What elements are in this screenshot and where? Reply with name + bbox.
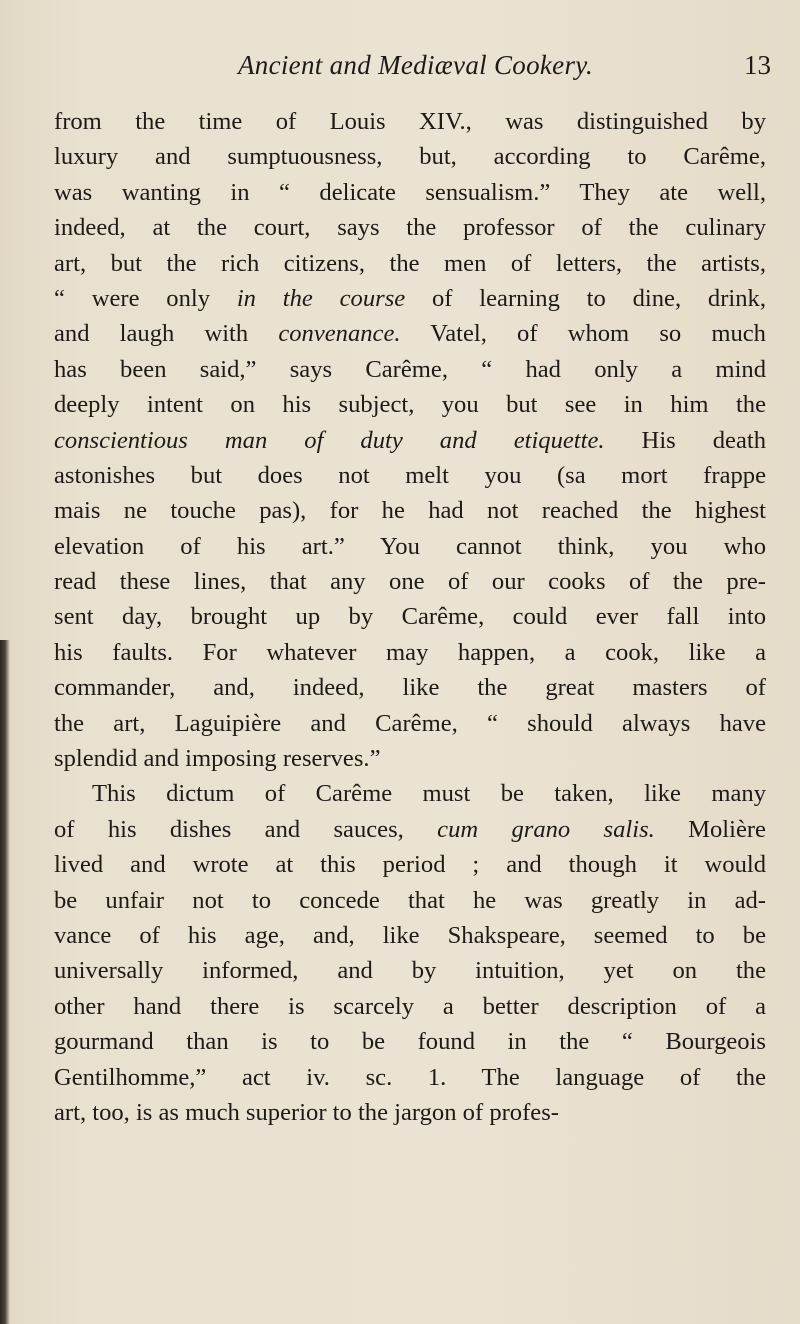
italic-text: conscientious man of duty and etiquette. bbox=[54, 426, 605, 454]
binding-shadow bbox=[0, 640, 10, 1324]
text-line bbox=[54, 706, 766, 741]
text-line bbox=[54, 210, 766, 245]
text-line bbox=[54, 883, 766, 918]
text-line bbox=[54, 741, 766, 776]
text-line bbox=[54, 175, 766, 210]
text-line bbox=[54, 529, 766, 564]
body-text bbox=[54, 104, 766, 1130]
running-title: Ancient and Mediæval Cookery. bbox=[238, 50, 594, 80]
text-line bbox=[54, 423, 766, 458]
text-line bbox=[54, 1024, 766, 1059]
text-run: his faults. For whatever may happen, a cook, like a bbox=[54, 638, 766, 666]
text-run: gourmand than is to be found in the “ Bourgeois bbox=[54, 1028, 766, 1056]
text-run: This dictum of Carême must be taken, like many bbox=[92, 780, 766, 808]
text-run: commander, and, indeed, like the great masters of bbox=[54, 674, 766, 702]
text-run: be unfair not to concede that he was greatly in ad- bbox=[54, 886, 766, 914]
text-run: mais ne touche pas), for he had not reached the highest bbox=[54, 497, 766, 525]
text-run: art, too, is as much superior to the jargon of profes- bbox=[54, 1098, 559, 1126]
page-header bbox=[0, 44, 800, 84]
text-line bbox=[54, 352, 766, 387]
text-run: of his dishes and sauces, bbox=[54, 815, 438, 843]
text-run: Gentilhomme,” act iv. sc. 1. The language of the bbox=[54, 1063, 766, 1091]
text-run: elevation of his art.” You cannot think, you who bbox=[54, 532, 766, 560]
text-run: has been said,” says Carême, “ had only a mind bbox=[54, 355, 766, 383]
text-run: of learning to dine, drink, bbox=[405, 284, 766, 312]
text-line bbox=[54, 918, 766, 953]
text-line bbox=[54, 139, 766, 174]
text-run: was wanting in “ delicate sensualism.” They ate well, bbox=[54, 178, 766, 206]
text-run: from the time of Louis XIV., was distinguished by bbox=[54, 108, 766, 135]
text-run: art, but the rich citizens, the men of letters, the artists, bbox=[54, 249, 766, 277]
text-line bbox=[54, 847, 766, 882]
text-run: splendid and imposing reserves.” bbox=[54, 745, 381, 773]
text-line bbox=[54, 316, 766, 351]
text-line bbox=[54, 1095, 766, 1130]
text-run: Vatel, of whom so much bbox=[400, 320, 766, 348]
text-line bbox=[54, 599, 766, 634]
italic-text: in the course bbox=[236, 284, 406, 312]
text-line bbox=[54, 989, 766, 1024]
text-line bbox=[54, 458, 766, 493]
text-line bbox=[54, 812, 766, 847]
page-number: 13 bbox=[744, 50, 771, 80]
text-line bbox=[54, 387, 766, 422]
text-run: sent day, brought up by Carême, could ever fall into bbox=[54, 603, 766, 631]
text-run: “ were only bbox=[54, 284, 237, 312]
text-run: vance of his age, and, like Shakspeare, seemed to be bbox=[54, 921, 766, 949]
text-line bbox=[54, 1060, 766, 1095]
text-line bbox=[54, 635, 766, 670]
text-run: luxury and sumptuousness, but, according to Carême, bbox=[54, 143, 766, 171]
italic-text: convenance. bbox=[278, 320, 401, 348]
text-run: read these lines, that any one of our cooks of the pre- bbox=[54, 568, 766, 596]
text-line bbox=[54, 953, 766, 988]
text-line bbox=[54, 670, 766, 705]
text-run: astonishes but does not melt you (sa mort frappe bbox=[54, 461, 766, 489]
text-run: lived and wrote at this period ; and though it would bbox=[54, 851, 766, 879]
text-run: the art, Laguipière and Carême, “ should always have bbox=[54, 709, 766, 737]
text-line bbox=[54, 104, 766, 139]
text-run: universally informed, and by intuition, yet on the bbox=[54, 957, 766, 985]
text-line bbox=[54, 564, 766, 599]
text-line bbox=[54, 493, 766, 528]
text-line bbox=[54, 776, 766, 811]
text-line bbox=[54, 281, 766, 316]
text-run: indeed, at the court, says the professor of the culinary bbox=[54, 214, 766, 242]
text-line bbox=[54, 246, 766, 281]
text-run: Molière bbox=[654, 815, 766, 843]
text-run: other hand there is scarcely a better description of a bbox=[54, 992, 766, 1020]
text-run: His death bbox=[604, 426, 766, 454]
text-run: and laugh with bbox=[54, 320, 279, 348]
italic-text: cum grano salis. bbox=[437, 815, 655, 843]
text-run: deeply intent on his subject, you but see in him the bbox=[54, 391, 766, 419]
